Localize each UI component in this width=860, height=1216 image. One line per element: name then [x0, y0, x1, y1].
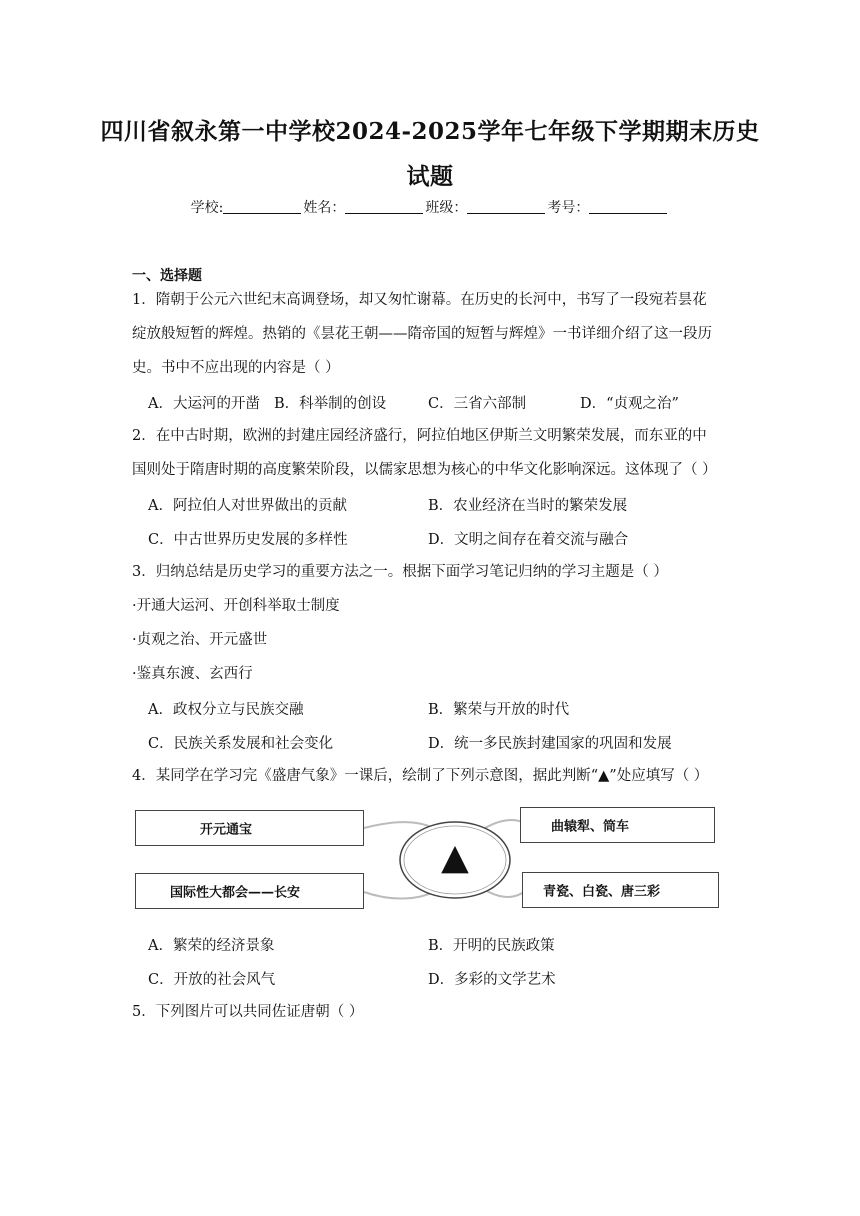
q4-option-d: D．多彩的文学艺术: [428, 972, 556, 988]
q1-option-c: C．三省六部制: [428, 396, 527, 412]
name-label: 姓名：: [303, 200, 346, 216]
q1-option-a: A．大运河的开凿: [148, 396, 260, 412]
exam-title-line2: 试题: [406, 163, 454, 190]
diagram-text-top-right: 曲辕犁、筒车: [551, 819, 630, 835]
q2-option-c: C．中古世界历史发展的多样性: [148, 532, 348, 548]
q3-option-a: A．政权分立与民族交融: [148, 702, 304, 718]
name-blank: [345, 199, 423, 214]
q5-line1: 5．下列图片可以共同佐证唐朝（ ）: [132, 1004, 364, 1020]
q3-note1: ·开通大运河、开创科举取士制度: [132, 598, 340, 614]
q2-line1: 2．在中古时期，欧洲的封建庄园经济盛行，阿拉伯地区伊斯兰文明繁荣发展，而东亚的中: [132, 428, 707, 444]
q4-line1: 4．某同学在学习完《盛唐气象》一课后，绘制了下列示意图，据此判断“▲”处应填写（ ）: [132, 768, 709, 784]
q1-line3: 史。书中不应出现的内容是（ ）: [132, 360, 340, 376]
diagram-text-top-left: 开元通宝: [200, 822, 253, 838]
q3-option-d: D．统一多民族封建国家的巩固和发展: [428, 736, 672, 752]
diagram-box-top-left: [135, 810, 364, 846]
triangle-icon: ▲: [441, 837, 469, 878]
diagram-box-bottom-left: [135, 873, 364, 909]
diagram-box-top-right: [520, 807, 715, 843]
class-blank: [467, 199, 545, 214]
exam-no-label: 考号：: [547, 200, 590, 216]
diagram-box-bottom-right: [522, 872, 719, 908]
q2-option-a: A．阿拉伯人对世界做出的贡献: [148, 498, 347, 514]
diagram-text-bottom-left: 国际性大都会——长安: [170, 885, 301, 901]
diagram-text-bottom-right: 青瓷、白瓷、唐三彩: [543, 884, 661, 900]
q3-line1: 3．归纳总结是历史学习的重要方法之一。根据下面学习笔记归纳的学习主题是（ ）: [132, 564, 668, 580]
exam-no-blank: [589, 199, 667, 214]
class-label: 班级：: [425, 200, 468, 216]
q1-option-b: B．科举制的创设: [274, 396, 387, 412]
exam-title-line1: 四川省叙永第一中学校2024-2025学年七年级下学期期末历史: [100, 118, 760, 145]
q2-option-b: B．农业经济在当时的繁荣发展: [428, 498, 628, 514]
q2-line2: 国则处于隋唐时期的高度繁荣阶段，以儒家思想为核心的中华文化影响深远。这体现了（ ）: [132, 462, 717, 478]
q4-diagram: [132, 800, 722, 920]
school-label: 学校:: [190, 200, 224, 216]
q4-option-c: C．开放的社会风气: [148, 972, 276, 988]
q3-option-b: B．繁荣与开放的时代: [428, 702, 570, 718]
q1-line2: 绽放般短暂的辉煌。热销的《昙花王朝——隋帝国的短暂与辉煌》一书详细介绍了这一段历: [132, 326, 712, 342]
q1-option-d: D．“贞观之治”: [580, 396, 679, 412]
q4-option-b: B．开明的民族政策: [428, 938, 555, 954]
q2-option-d: D．文明之间存在着交流与融合: [428, 532, 629, 548]
q3-note3: ·鉴真东渡、玄西行: [132, 666, 253, 682]
q1-line1: 1．隋朝于公元六世纪末高调登场，却又匆忙谢幕。在历史的长河中，书写了一段宛若昙花: [132, 292, 707, 308]
q3-option-c: C．民族关系发展和社会变化: [148, 736, 334, 752]
student-info-line: [90, 197, 770, 217]
school-blank: [223, 199, 301, 214]
section-heading: 一、选择题: [132, 268, 202, 284]
q4-option-a: A．繁荣的经济景象: [148, 938, 275, 954]
q3-note2: ·贞观之治、开元盛世: [132, 632, 268, 648]
